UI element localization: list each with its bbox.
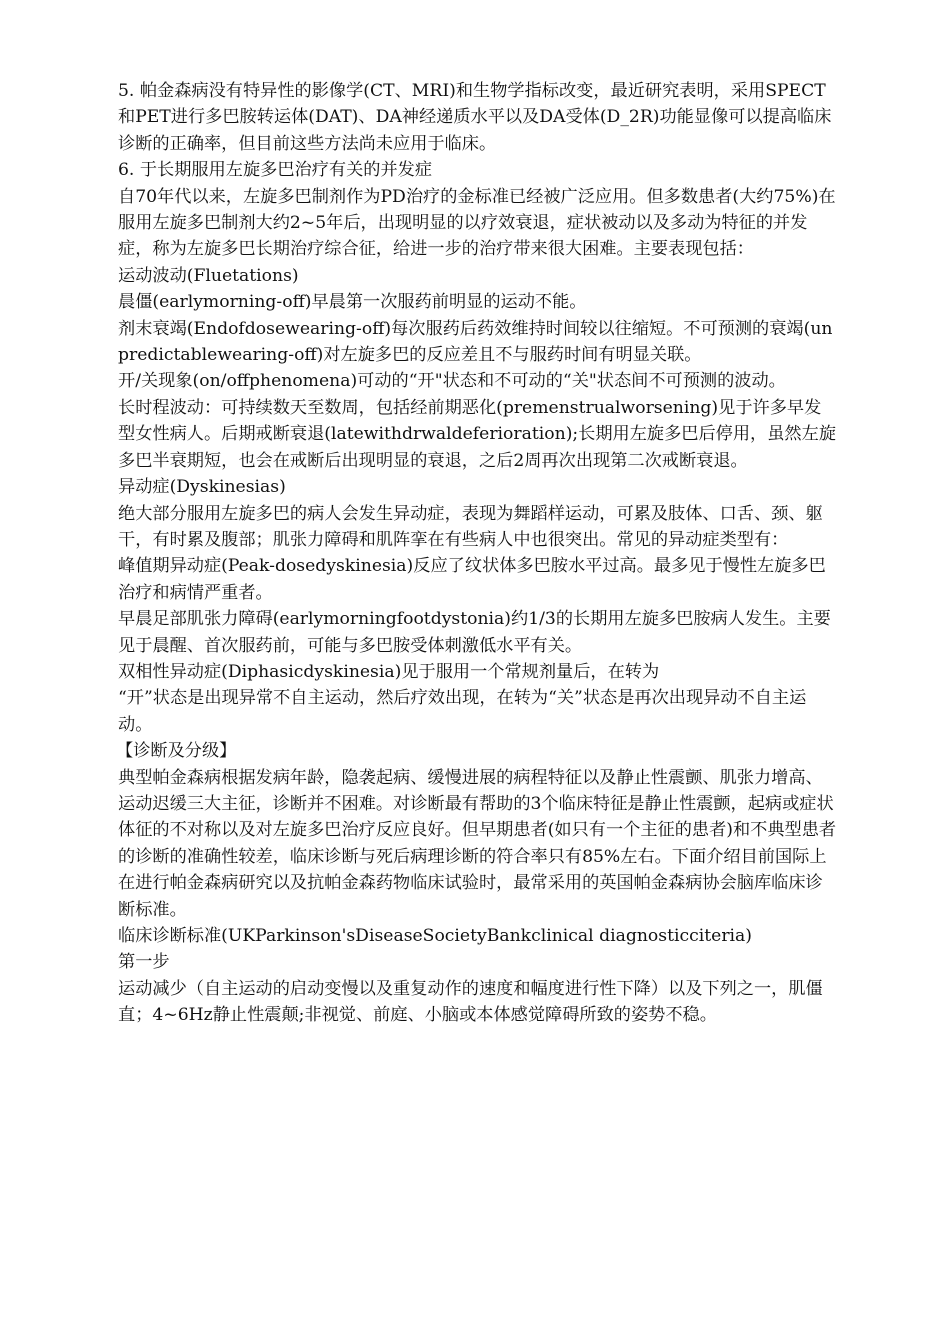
- paragraph-step-one: 运动减少（自主运动的启动变慢以及重复动作的速度和幅度进行性下降）以及下列之一，肌僵直；4~6Hz静止性震颠;非视觉、前庭、小脑或本体感觉障碍所致的姿势不稳。: [118, 978, 823, 1026]
- paragraph-foot-dystonia: 早晨足部肌张力障碍(earlymorningfootdystonia)约1/3的长期用左旋多巴胺病人发生。主要见于晨醒、首次服药前，可能与多巴胺受体刺激低水平有关。: [118, 609, 831, 656]
- paragraph-wearing-off: 剂末衰竭(Endofdosewearing-off)每次服药后药效维持时间较以往缩短。不可预测的衰竭(unpredictablewearing-off)对左旋多巴的反应差且不与服药时间有明显关联。: [118, 318, 833, 366]
- paragraph-imaging: 5. 帕金森病没有特异性的影像学(CT、MRI)和生物学指标改变，最近研究表明，采用SPECT和PET进行多巴胺转运体(DAT)、DA神经递质水平以及DA受体(D_2R)功能显像可以提高临床诊断的正确率，但目前这些方法尚未应用于临床。: [118, 81, 832, 154]
- heading-step-one: 第一步: [118, 952, 170, 973]
- heading-diagnosis: 【诊断及分级】: [116, 741, 237, 762]
- paragraph-morning-off: 晨僵(earlymorning-off)早晨第一次服药前明显的运动不能。: [118, 292, 587, 313]
- document-body: [118, 78, 838, 1029]
- paragraph-dyskinesia-overview: 绝大部分服用左旋多巴的病人会发生异动症，表现为舞蹈样运动，可累及肢体、口舌、颈、躯干，有时累及腹部；肌张力障碍和肌阵挛在有些病人中也很突出。常见的异动症类型有：: [118, 503, 823, 550]
- paragraph-diphasic: 双相性异动症(Diphasicdyskinesia)见于服用一个常规剂量后，在转为: [118, 661, 660, 682]
- paragraph-peak-dose: 峰值期异动症(Peak-dosedyskinesia)反应了纹状体多巴胺水平过高。最多见于慢性左旋多巴治疗和病情严重者。: [118, 556, 826, 603]
- heading-clinical-criteria: 临床诊断标准(UKParkinson'sDiseaseSocietyBankclinical diagnosticciteria): [118, 926, 752, 946]
- paragraph-diagnosis: 典型帕金森病根据发病年龄，隐袭起病、缓慢进展的病程特征以及静止性震颤、肌张力增高、运动迟缓三大主征，诊断并不困难。对诊断最有帮助的3个临床特征是静止性震颤，起病或症状体征的不对称以及对左旋多巴治疗反应良好。但早期患者(如只有一个主征的患者)和不典型患者的诊断的准确性较差，临床诊断与死后病理诊断的符合率只有85%左右。下面介绍目前国际上在进行帕金森病研究以及抗帕金森药物临床试验时，最常采用的英国帕金森病协会脑库临床诊断标准。: [118, 767, 837, 920]
- paragraph-levodopa-history: 自70年代以来，左旋多巴制剂作为PD治疗的金标准已经被广泛应用。但多数患者(大约75%)在服用左旋多巴制剂大约2~5年后，出现明显的以疗效衰退，症状被动以及多动为特征的并发症，称为左旋多巴长期治疗综合征，给进一步的治疗带来很大困难。主要表现包括：: [118, 186, 836, 260]
- heading-dyskinesias: 异动症(Dyskinesias): [118, 477, 286, 498]
- paragraph-on-off: 开/关现象(on/offphenomena)可动的“开"状态和不可动的“关"状态间不可预测的波动。: [118, 371, 786, 392]
- heading-motor-fluctuations: 运动波动(Fluetations): [118, 265, 299, 286]
- paragraph-diphasic-continued: “开”状态是出现异常不自主运动，然后疗效出现，在转为“关”状态是再次出现异动不自主运动。: [118, 688, 807, 735]
- heading-complications: 6. 于长期服用左旋多巴治疗有关的并发症: [118, 160, 433, 181]
- paragraph-long-duration: 长时程波动：可持续数天至数周，包括经前期恶化(premenstrualworsening)见于许多早发型女性病人。后期戒断衰退(latewithdrwaldeferioration);长期用左旋多巴后停用，虽然左旋多巴半衰期短，也会在戒断后出现明显的衰退，之后2周再次出现第二次戒断衰退。: [118, 397, 837, 471]
